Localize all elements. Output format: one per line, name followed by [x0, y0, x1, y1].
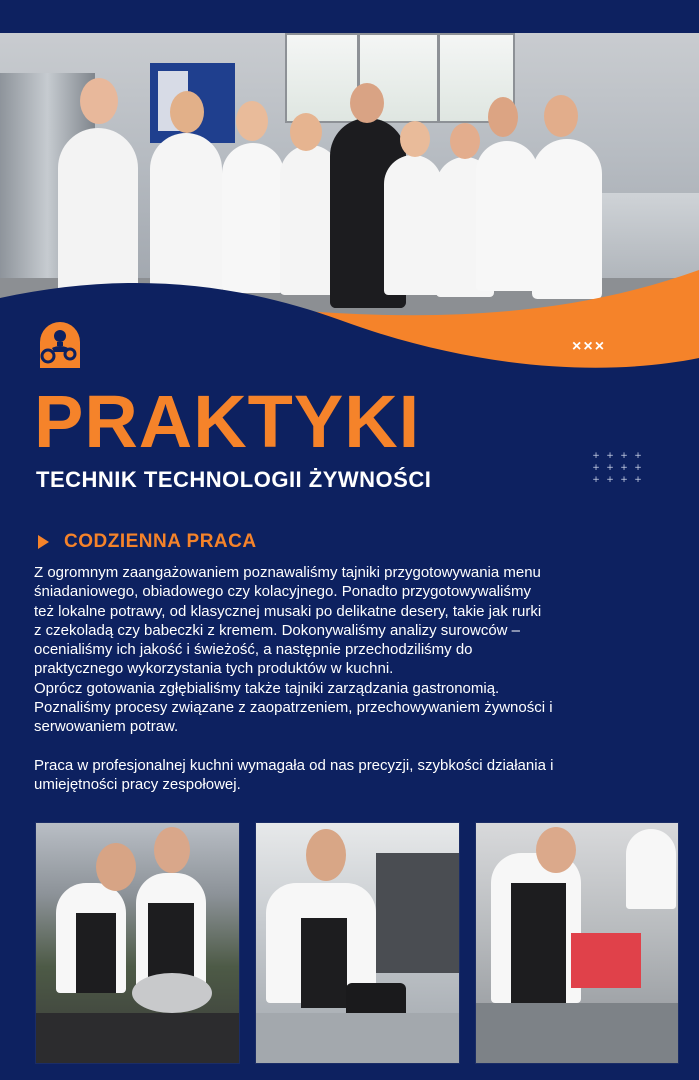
person-head	[544, 95, 578, 137]
section-title: CODZIENNA PRACA	[64, 531, 257, 552]
photo-cooking-outdoor	[35, 822, 240, 1064]
svg-text:+: +	[634, 475, 642, 485]
apron	[511, 883, 566, 1003]
person-head	[290, 113, 322, 151]
svg-text:+: +	[620, 475, 628, 485]
person-head	[80, 78, 118, 124]
person-head	[96, 843, 136, 891]
body-paragraph: Praca w profesjonalnej kuchni wymagała od nas precyzji, szybkości działania i umiejętności pracy zespołowej.	[34, 756, 554, 793]
apron	[301, 918, 347, 1008]
person-head	[536, 827, 576, 873]
counter	[256, 1013, 460, 1064]
person-head	[154, 827, 190, 873]
decorative-x-marks: ×××	[572, 338, 607, 355]
body-paragraph: Z ogromnym zaangażowaniem poznawaliśmy tajniki przygotowywania menu śniadaniowego, obiadowego czy kolacyjnego. Ponadto przygotowywaliśmy też lokalne potrawy, od klasycznej musaki po delikatne desery, takie jak rurki z czekoladą czy babeczki z kremem. Dokonywaliśmy analizy surowców – ocenialiśmy ich jakość i świeżość, a następnie przechodziliśmy do praktycznego wykorzystania tych produktów w kuchni. Oprócz gotowania zgłębialiśmy także tajniki zarządzania gastronomią. Poznaliśmy procesy związane z zaopatrzeniem, przechowywaniem żywności i serwowaniem potraw.	[34, 564, 553, 736]
svg-text:+: +	[592, 451, 600, 461]
person-head	[400, 121, 430, 157]
stove	[36, 1013, 240, 1064]
decorative-plus-grid	[592, 450, 652, 486]
kitchen-window	[285, 33, 515, 123]
svg-text:+: +	[620, 463, 628, 473]
page-title: PRAKTYKI	[34, 380, 421, 463]
photo-cutting	[475, 822, 679, 1064]
person-head	[450, 123, 480, 159]
chef-figure	[626, 829, 676, 909]
person-head	[236, 101, 268, 141]
svg-text:+: +	[606, 475, 614, 485]
svg-text:+: +	[592, 475, 600, 485]
cutting-board	[571, 933, 641, 988]
pan	[132, 973, 212, 1013]
svg-text:+: +	[592, 463, 600, 473]
apron	[76, 913, 116, 993]
person-head	[350, 83, 384, 123]
counter	[476, 1003, 679, 1064]
svg-text:+: +	[634, 451, 642, 461]
svg-text:+: +	[606, 463, 614, 473]
photo-frying	[255, 822, 460, 1064]
svg-text:+: +	[606, 451, 614, 461]
person-head	[170, 91, 204, 133]
decorative-wave	[0, 250, 699, 390]
oven	[376, 853, 460, 973]
person-head	[488, 97, 518, 137]
chef-gears-lightbulb-icon	[36, 318, 84, 370]
person-head	[306, 829, 346, 881]
section-body	[34, 563, 646, 794]
page-subtitle: TECHNIK TECHNOLOGII ŻYWNOŚCI	[36, 467, 432, 492]
svg-text:+: +	[620, 451, 628, 461]
triangle-right-icon	[38, 535, 49, 549]
svg-text:+: +	[634, 463, 642, 473]
